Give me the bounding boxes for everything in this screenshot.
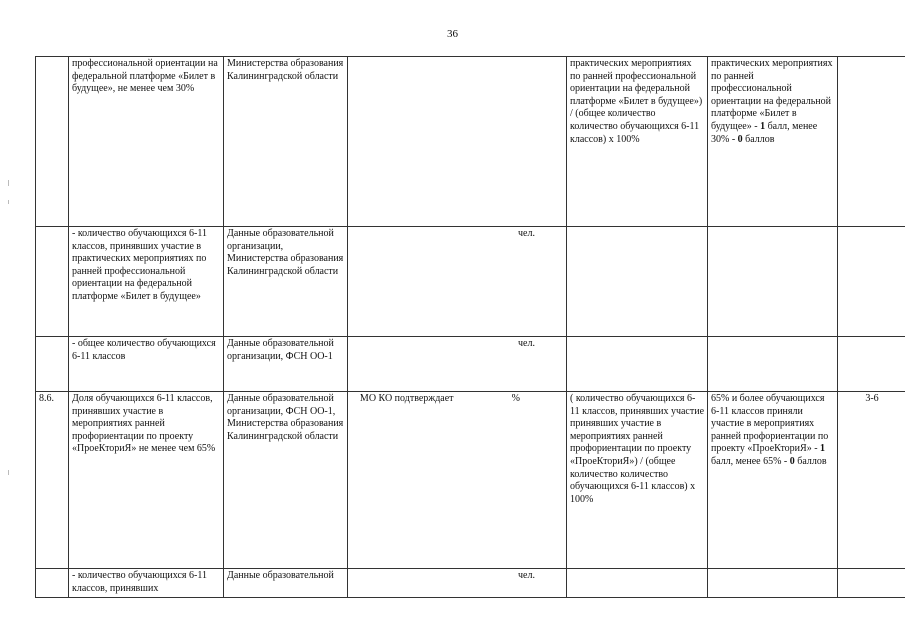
table-row: [36, 57, 905, 227]
row-number: [36, 337, 69, 392]
row-number: [36, 57, 69, 227]
unit-text: чел.: [518, 338, 535, 349]
period-cell: [838, 337, 905, 392]
table-row: [36, 392, 905, 569]
criteria-text-mid: балл, менее 30% -: [711, 120, 818, 145]
criteria-cell: [708, 337, 838, 392]
criteria-text-end: баллов: [742, 133, 775, 145]
source-cell: Данные образовательной организации, ФСН ОО-1, Министерства образования Калининградской области: [224, 392, 348, 569]
row-number: [36, 227, 69, 337]
table-row: [36, 569, 905, 598]
period-cell: [838, 57, 905, 227]
source-cell: Министерства образования Калининградской области: [224, 57, 348, 227]
criteria-text: практических мероприятиях по ранней профессиональной ориентации на федеральной платформе «Билет в будущее» -: [711, 58, 833, 132]
confirm-unit-cell: [348, 337, 567, 392]
unit-text: чел.: [518, 228, 535, 239]
criteria-text-mid: балл, менее 65% -: [711, 455, 790, 467]
formula-cell: ( количество обучающихся 6-11 классов, принявших участие принявших участие в мероприятиях ранней профориентации по проекту «ПроеКториЯ») / (общее количество количество обучающихся 6-11 классов) х 100%: [567, 392, 708, 569]
period-cell: [838, 227, 905, 337]
criteria-text: 65% и более обучающихся 6-11 классов приняли участие в мероприятиях ранней профориентации по проекту «ПроеКториЯ» -: [711, 393, 829, 455]
confirm-unit-cell: [348, 57, 567, 227]
criteria-cell: [708, 57, 838, 227]
confirm-unit-cell: [348, 227, 567, 337]
indicator-cell: - количество обучающихся 6-11 классов, принявших: [69, 569, 224, 598]
unit-text: чел.: [518, 570, 535, 581]
period-cell: 3-6: [838, 392, 905, 569]
source-cell: Данные образовательной организации, Министерства образования Калининградской области: [224, 227, 348, 337]
source-cell: Данные образовательной организации, ФСН ОО-1: [224, 337, 348, 392]
confirm-text: МО КО подтверждает: [359, 393, 454, 404]
scan-mark: [8, 180, 9, 186]
criteria-score-high: 1: [760, 120, 766, 132]
source-cell: Данные образовательной: [224, 569, 348, 598]
formula-cell: [567, 569, 708, 598]
page-number: 36: [447, 28, 458, 40]
formula-cell: [567, 227, 708, 337]
confirm-unit-cell: [348, 569, 567, 598]
criteria-cell: [708, 392, 838, 569]
criteria-score-high: 1: [820, 443, 826, 455]
criteria-text-end: баллов: [794, 455, 827, 467]
criteria-cell: [708, 569, 838, 598]
formula-cell: [567, 337, 708, 392]
row-number: [36, 569, 69, 598]
indicator-cell: - количество обучающихся 6-11 классов, принявших участие в практических мероприятиях по ранней профессиональной ориентации на федеральной платформе «Билет в будущее»: [69, 227, 224, 337]
table-row: [36, 337, 905, 392]
formula-cell: практических мероприятиях по ранней профессиональной ориентации на федеральной платформе «Билет в будущее») / (общее количество количество обучающихся 6-11 классов) х 100%: [567, 57, 708, 227]
criteria-cell: [708, 227, 838, 337]
table-row: [36, 227, 905, 337]
criteria-table: [35, 56, 905, 598]
scan-mark: [8, 200, 9, 204]
criteria-score-low: 0: [789, 455, 795, 467]
confirm-unit-cell: [348, 392, 567, 569]
unit-text: %: [511, 393, 520, 404]
indicator-cell: профессиональной ориентации на федеральной платформе «Билет в будущее», не менее чем 30%: [69, 57, 224, 227]
criteria-score-low: 0: [737, 133, 743, 145]
indicator-cell: Доля обучающихся 6-11 классов, принявших участие в мероприятиях ранней профориентации по проекту «ПроеКториЯ» не менее чем 65%: [69, 392, 224, 569]
indicator-cell: - общее количество обучающихся 6-11 классов: [69, 337, 224, 392]
scan-mark: [8, 470, 9, 475]
period-cell: [838, 569, 905, 598]
row-number: 8.6.: [36, 392, 69, 569]
